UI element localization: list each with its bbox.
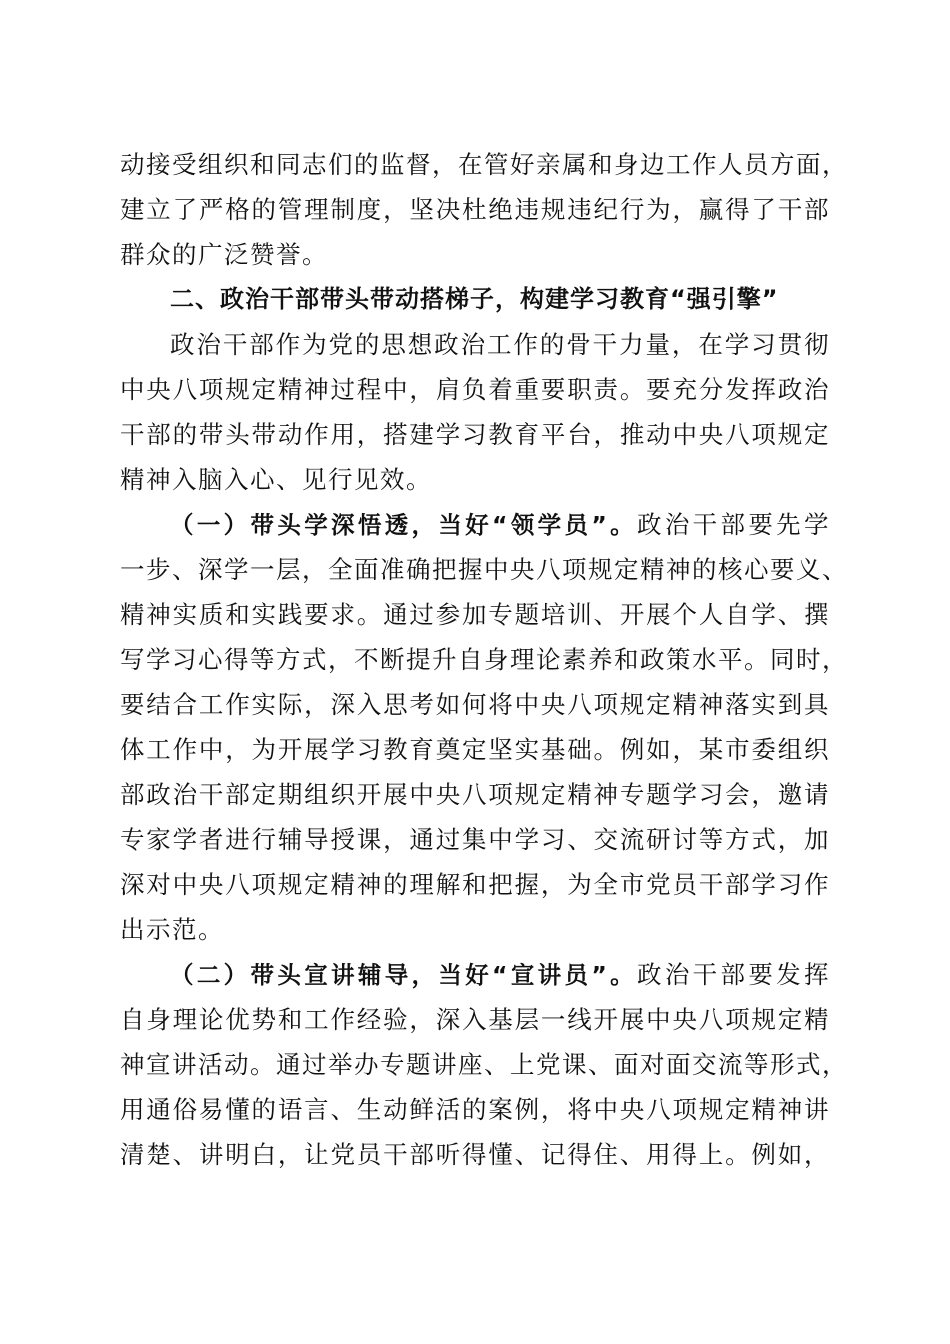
subsection-first-line [120, 952, 830, 997]
subsection-title: （二）带头宣讲辅导，当好“宣讲员”。 [170, 961, 637, 989]
text-line: 自身理论优势和工作经验，深入基层一线开展中央八项规定精 [120, 1005, 830, 1034]
text-line: 精神实质和实践要求。通过参加专题培训、开展个人自学、撰 [120, 600, 830, 629]
text-line: 神宣讲活动。通过举办专题讲座、上党课、面对面交流等形式， [120, 1050, 848, 1079]
text-line: 群众的广泛赞誉。 [120, 240, 328, 269]
text-line: 动接受组织和同志们的监督，在管好亲属和身边工作人员方面， [120, 150, 848, 179]
text-line: 用通俗易懂的语言、生动鲜活的案例，将中央八项规定精神讲 [120, 1095, 830, 1124]
text-line: 政治干部作为党的思想政治工作的骨干力量，在学习贯彻 [170, 330, 830, 359]
text-line: 建立了严格的管理制度，坚决杜绝违规违纪行为，赢得了干部 [120, 195, 830, 224]
text-line: 写学习心得等方式，不断提升自身理论素养和政策水平。同时， [120, 645, 848, 674]
text-line: 深对中央八项规定精神的理解和把握，为全市党员干部学习作 [120, 870, 830, 899]
text-line: 精神入脑入心、见行见效。 [120, 465, 432, 494]
text-line: 出示范。 [120, 915, 224, 944]
text-line: 干部的带头带动作用，搭建学习教育平台，推动中央八项规定 [120, 420, 830, 449]
subsection-first-line-text: 政治干部要发挥 [636, 960, 831, 989]
text-line: 清楚、讲明白，让党员干部听得懂、记得住、用得上。例如， [120, 1140, 830, 1169]
text-line: 要结合工作实际，深入思考如何将中央八项规定精神落实到具 [120, 690, 830, 719]
text-line: 体工作中，为开展学习教育奠定坚实基础。例如，某市委组织 [120, 735, 830, 764]
subsection-first-line-text: 政治干部要先学 [636, 510, 831, 539]
text-line: 专家学者进行辅导授课，通过集中学习、交流研讨等方式，加 [120, 825, 830, 854]
text-line: 中央八项规定精神过程中，肩负着重要职责。要充分发挥政治 [120, 375, 830, 404]
subsection-first-line [120, 502, 830, 547]
subsection-title: （一）带头学深悟透，当好“领学员”。 [170, 511, 637, 539]
section-heading: 二、政治干部带头带动搭梯子，构建学习教育“强引擎” [170, 285, 779, 313]
text-line: 部政治干部定期组织开展中央八项规定精神专题学习会，邀请 [120, 780, 830, 809]
text-line: 一步、深学一层，全面准确把握中央八项规定精神的核心要义、 [120, 555, 848, 584]
document-body [120, 142, 848, 1177]
